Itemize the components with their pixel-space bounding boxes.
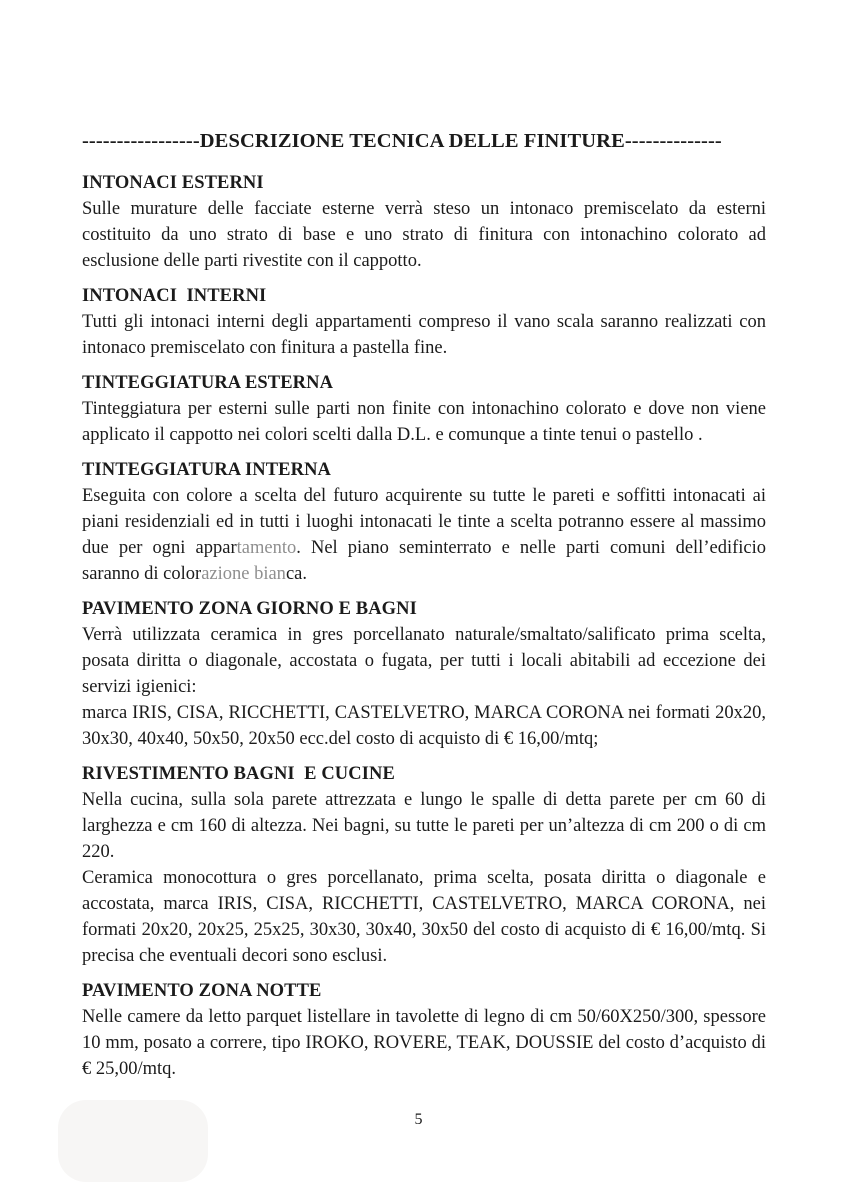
document-section (82, 596, 766, 752)
text-segment: Tinteggiatura per esterni sulle parti non finite con intonachino colorato e dove non viene applicato il cappotto nei colori scelti dalla D.L. e comunque a tinte tenui o pastello . (82, 399, 766, 445)
document-section (82, 283, 766, 361)
text-segment: marca IRIS, CISA, RICCHETTI, CASTELVETRO, MARCA CORONA nei formati 20x20, 30x30, 40x40, 50x50, 20x50 ecc.del costo di acquisto di € 16,00/mtq; (82, 703, 766, 749)
title-text: DESCRIZIONE TECNICA DELLE FINITURE (199, 130, 625, 152)
text-segment: Tutti gli intonaci interni degli appartamenti compreso il vano scala saranno realizzati con intonaco premiscelato con finitura a pastella fine. (82, 312, 766, 358)
section-heading: TINTEGGIATURA ESTERNA (82, 373, 334, 393)
section-paragraph (82, 787, 766, 865)
section-paragraph (82, 309, 766, 361)
section-heading: TINTEGGIATURA INTERNA (82, 460, 331, 480)
document-title (82, 126, 766, 156)
title-trailing-dashes: -------------- (624, 130, 722, 152)
text-segment: Verrà utilizzata ceramica in gres porcellanato naturale/smaltato/salificato prima scelta, posata diritta o diagonale, accostata o fugata, per tutti i locali abitabili ad eccezione dei servizi igienici: (82, 625, 766, 697)
text-segment: Eseguita con colore a scelta del futuro acquirente su tutte le pareti e soffitti intonacati ai piani residenziali ed in tutti i luoghi intonacati le tinte a scelta potranno essere al massimo due per ogni appar (82, 486, 766, 558)
section-heading: PAVIMENTO ZONA GIORNO E BAGNI (82, 599, 417, 619)
document-section (82, 170, 766, 274)
document-section (82, 370, 766, 448)
section-heading: INTONACI INTERNI (82, 286, 267, 306)
section-heading: INTONACI ESTERNI (82, 173, 264, 193)
text-segment: Sulle murature delle facciate esterne verrà steso un intonaco premiscelato da esterni costituito da uno strato di base e uno strato di finitura con intonachino colorato ad esclusione delle parti rivestite con il cappotto. (82, 199, 766, 271)
section-heading: PAVIMENTO ZONA NOTTE (82, 981, 322, 1001)
section-paragraph (82, 196, 766, 274)
section-paragraph (82, 700, 766, 752)
document-section (82, 978, 766, 1082)
faded-text-segment: azione bian (201, 564, 286, 584)
faded-text-segment: tamento (236, 538, 297, 558)
document-section (82, 761, 766, 969)
document-section (82, 457, 766, 587)
text-segment: ca. (285, 564, 307, 584)
text-segment: Nella cucina, sulla sola parete attrezzata e lungo le spalle di detta parete per cm 60 di larghezza e cm 160 di altezza. Nei bagni, su tutte le pareti per un’altezza di cm 200 o di cm 220. (82, 790, 766, 862)
section-heading: RIVESTIMENTO BAGNI E CUCINE (82, 764, 395, 784)
page-number: 5 (414, 1111, 423, 1128)
text-segment: . Nel piano seminterrato e nelle parti comuni dell’edificio saranno di color (82, 538, 766, 584)
text-segment: Ceramica monocottura o gres porcellanato, prima scelta, posata diritta o diagonale e accostata, marca IRIS, CISA, RICCHETTI, CASTELVETRO, MARCA CORONA, nei formati 20x20, 20x25, 25x25, 30x30, 30x40, 30x50 del costo di acquisto di € 16,00/mtq. Si precisa che eventuali decori sono esclusi. (82, 868, 766, 966)
sections-container (82, 170, 766, 1082)
section-paragraph (82, 622, 766, 700)
title-leading-dashes: ----------------- (82, 130, 200, 152)
section-paragraph (82, 483, 766, 587)
section-paragraph (82, 865, 766, 969)
section-paragraph (82, 396, 766, 448)
section-paragraph (82, 1004, 766, 1082)
text-segment: Nelle camere da letto parquet listellare in tavolette di legno di cm 50/60X250/300, spessore 10 mm, posato a correre, tipo IROKO, ROVERE, TEAK, DOUSSIE del costo d’acquisto di € 25,00/mtq. (82, 1007, 766, 1079)
